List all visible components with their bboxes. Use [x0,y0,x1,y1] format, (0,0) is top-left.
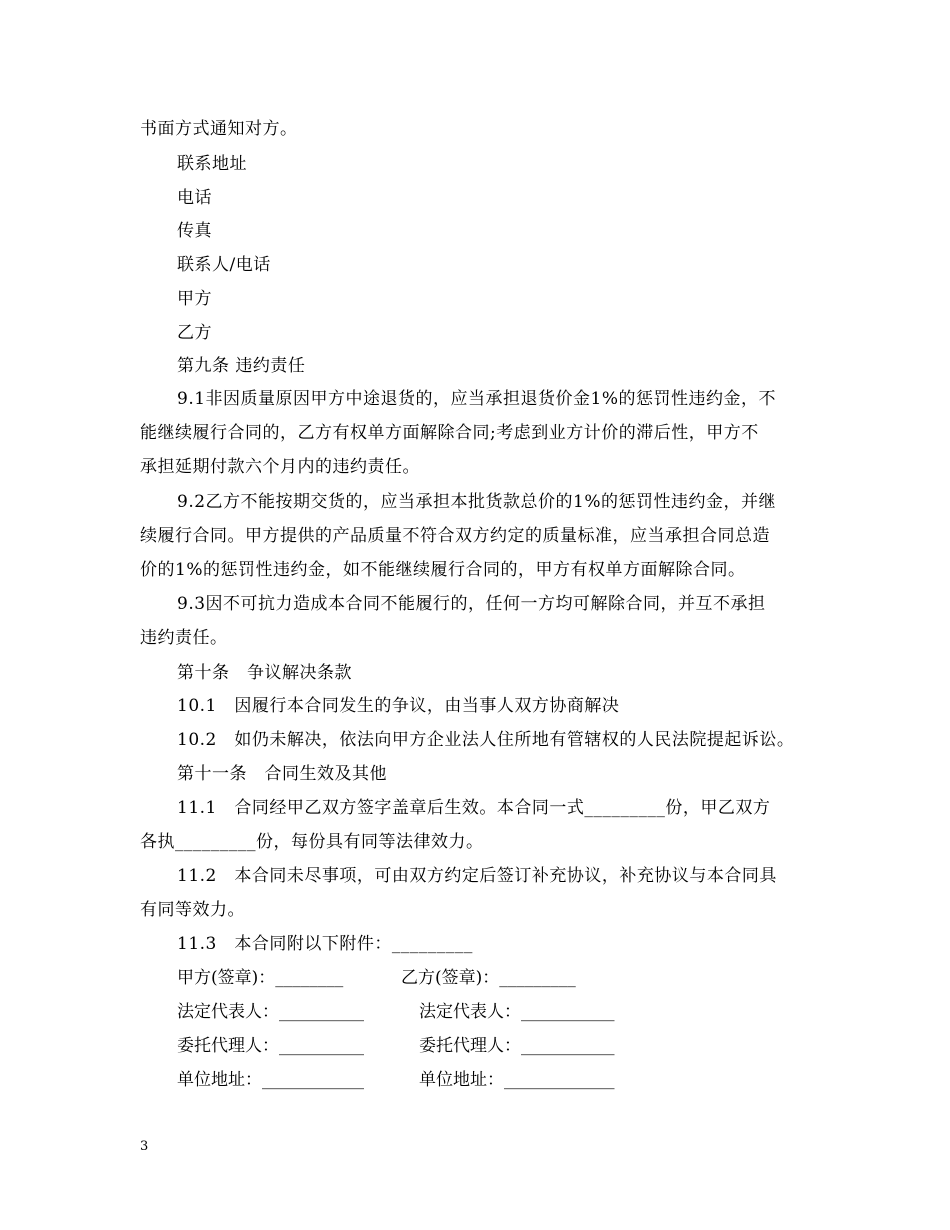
text-line: 价的1%的惩罚性违约金，如不能继续履行合同的，甲方有权单方面解除合同。 [140,560,746,580]
text-line: 联系人/电话 [177,255,271,275]
text-line: 书面方式通知对方。 [140,119,298,139]
text-line: 联系地址 [177,154,247,174]
text-line: 9.3因不可抗力造成本合同不能履行的，任何一方均可解除合同，并互不承担 [177,594,766,614]
page-number: 3 [140,1139,149,1154]
text-line: 9.2乙方不能按期交货的，应当承担本批货款总价的1%的惩罚性违约金，并继 [177,492,777,512]
party-a-seal-field: 甲方(签章)：________ [177,968,344,988]
section-heading: 第九条 违约责任 [177,356,306,376]
party-b-seal-field: 乙方(签章)：_________ [401,968,576,988]
party-a-legal-rep-field: 法定代表人：__________ [177,1002,364,1022]
text-line: 违约责任。 [140,628,228,648]
party-a-address-field: 单位地址：____________ [177,1070,364,1090]
party-a-agent-field: 委托代理人：__________ [177,1036,364,1056]
text-line: 11.3 本合同附以下附件：_________ [177,934,473,954]
text-line: 各执_________份，每份具有同等法律效力。 [140,832,484,852]
party-b-agent-field: 委托代理人：___________ [419,1036,615,1056]
party-b-legal-rep-field: 法定代表人：___________ [419,1002,615,1022]
text-line: 10.2 如仍未解决，依法向甲方企业法人住所地有管辖权的人民法院提起诉讼。 [177,730,795,750]
text-line: 10.1 因履行本合同发生的争议，由当事人双方协商解决 [177,696,620,716]
text-line: 11.2 本合同未尽事项，可由双方约定后签订补充协议，补充协议与本合同具 [177,866,777,886]
text-line: 电话 [177,188,212,208]
text-line: 乙方 [177,323,212,343]
party-b-address-field: 单位地址：_____________ [419,1070,615,1090]
text-line: 传真 [177,221,212,241]
text-line: 能继续履行合同的，乙方有权单方面解除合同;考虑到业方计价的滞后性，甲方不 [140,423,759,443]
text-line: 9.1非因质量原因甲方中途退货的，应当承担退货价金1%的惩罚性违约金，不 [177,389,777,409]
section-heading: 第十条 争议解决条款 [177,663,352,683]
text-line: 甲方 [177,289,212,309]
text-line: 承担延期付款六个月内的违约责任。 [140,457,420,477]
text-line: 有同等效力。 [140,900,245,920]
text-line: 11.1 合同经甲乙双方签字盖章后生效。本合同一式_________份，甲乙双方 [177,798,771,818]
text-line: 续履行合同。甲方提供的产品质量不符合双方约定的质量标准，应当承担合同总造 [140,526,770,546]
section-heading: 第十一条 合同生效及其他 [177,764,387,784]
